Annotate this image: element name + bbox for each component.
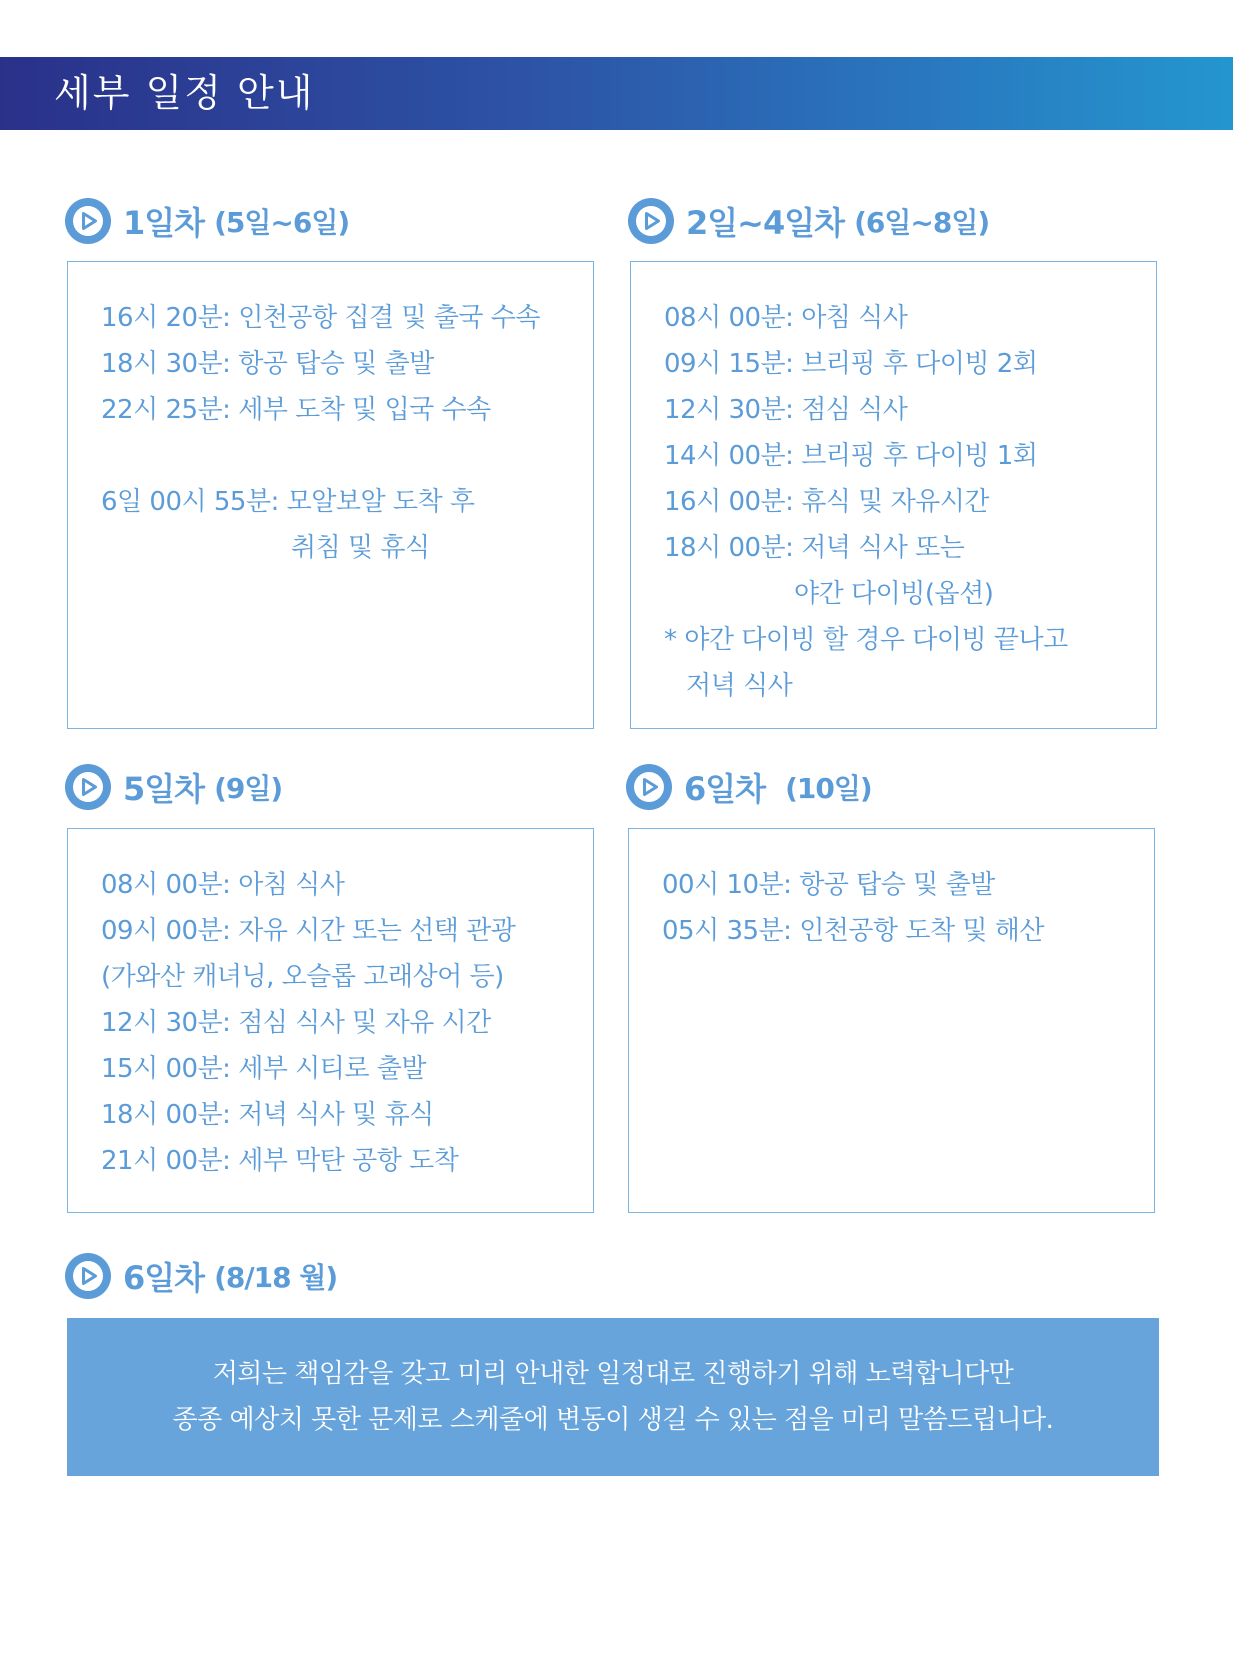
schedule-list [664, 295, 1068, 709]
schedule-note: * 야간 다이빙 할 경우 다이빙 끝나고 [664, 625, 1068, 655]
section-heading-day6-date [65, 1251, 337, 1301]
schedule-list [101, 862, 515, 1184]
schedule-item: 16시 00분: 휴식 및 자유시간 [664, 487, 990, 517]
notice-text [67, 1351, 1159, 1443]
play-circle-icon [65, 764, 111, 810]
section-heading-day5 [65, 762, 282, 812]
notice-box [67, 1318, 1159, 1476]
play-circle-icon [65, 198, 111, 244]
schedule-item: 05시 35분: 인천공항 도착 및 해산 [662, 916, 1045, 946]
schedule-note-continued: 저녁 식사 [686, 671, 793, 701]
schedule-box-day2-4 [630, 261, 1157, 729]
section-title: 6일차 [684, 770, 766, 808]
section-subtitle: (8/18 월) [214, 1261, 338, 1294]
schedule-item-spacer [101, 433, 540, 479]
schedule-item: 16시 20분: 인천공항 집결 및 출국 수속 [101, 303, 541, 333]
schedule-item: 08시 00분: 아침 식사 [664, 303, 908, 333]
notice-line: 종종 예상치 못한 문제로 스케줄에 변동이 생길 수 있는 점을 미리 말씀드립니다. [172, 1405, 1054, 1435]
section-title: 2일~4일차 [686, 204, 845, 242]
schedule-box-day5 [67, 828, 594, 1213]
section-title: 5일차 [123, 770, 205, 808]
schedule-item: 18시 30분: 항공 탑승 및 출발 [101, 349, 434, 379]
section-subtitle: (10일) [785, 772, 872, 805]
section-subtitle: (5일~6일) [214, 206, 350, 239]
play-circle-icon [65, 1253, 111, 1299]
schedule-item: 09시 00분: 자유 시간 또는 선택 관광 [101, 916, 516, 946]
schedule-item-continued: 취침 및 휴식 [291, 533, 430, 563]
play-circle-icon [628, 198, 674, 244]
schedule-item: 00시 10분: 항공 탑승 및 출발 [662, 870, 995, 900]
schedule-item: 12시 30분: 점심 식사 [664, 395, 908, 425]
schedule-item: 21시 00분: 세부 막탄 공항 도착 [101, 1146, 459, 1176]
section-subtitle: (9일) [214, 772, 283, 805]
play-circle-icon [626, 764, 672, 810]
schedule-item: 14시 00분: 브리핑 후 다이빙 1회 [664, 441, 1038, 471]
schedule-item: 08시 00분: 아침 식사 [101, 870, 345, 900]
schedule-item: 18시 00분: 저녁 식사 및 휴식 [101, 1100, 434, 1130]
schedule-item: 18시 00분: 저녁 식사 또는 [664, 533, 965, 563]
section-subtitle: (6일~8일) [854, 206, 990, 239]
page-title: 세부 일정 안내 [54, 71, 315, 115]
schedule-item: 22시 25분: 세부 도착 및 입국 수속 [101, 395, 491, 425]
notice-line: 저희는 책임감을 갖고 미리 안내한 일정대로 진행하기 위해 노력합니다만 [212, 1359, 1014, 1389]
section-title: 6일차 [123, 1259, 205, 1297]
schedule-item-continued: 야간 다이빙(옵션) [794, 579, 994, 609]
schedule-item: 15시 00분: 세부 시티로 출발 [101, 1054, 427, 1084]
schedule-item: 12시 30분: 점심 식사 및 자유 시간 [101, 1008, 491, 1038]
schedule-box-day6 [628, 828, 1155, 1213]
section-heading-day6 [626, 762, 872, 812]
header-bar [0, 57, 1233, 130]
schedule-list [101, 295, 540, 571]
schedule-list [662, 862, 1044, 954]
section-heading-day2-4 [628, 196, 989, 246]
schedule-box-day1 [67, 261, 594, 729]
schedule-item: (가와산 캐녀닝, 오슬롭 고래상어 등) [101, 962, 504, 992]
section-title: 1일차 [123, 204, 205, 242]
section-heading-day1 [65, 196, 349, 246]
schedule-item: 09시 15분: 브리핑 후 다이빙 2회 [664, 349, 1038, 379]
schedule-item: 6일 00시 55분: 모알보알 도착 후 [101, 487, 475, 517]
